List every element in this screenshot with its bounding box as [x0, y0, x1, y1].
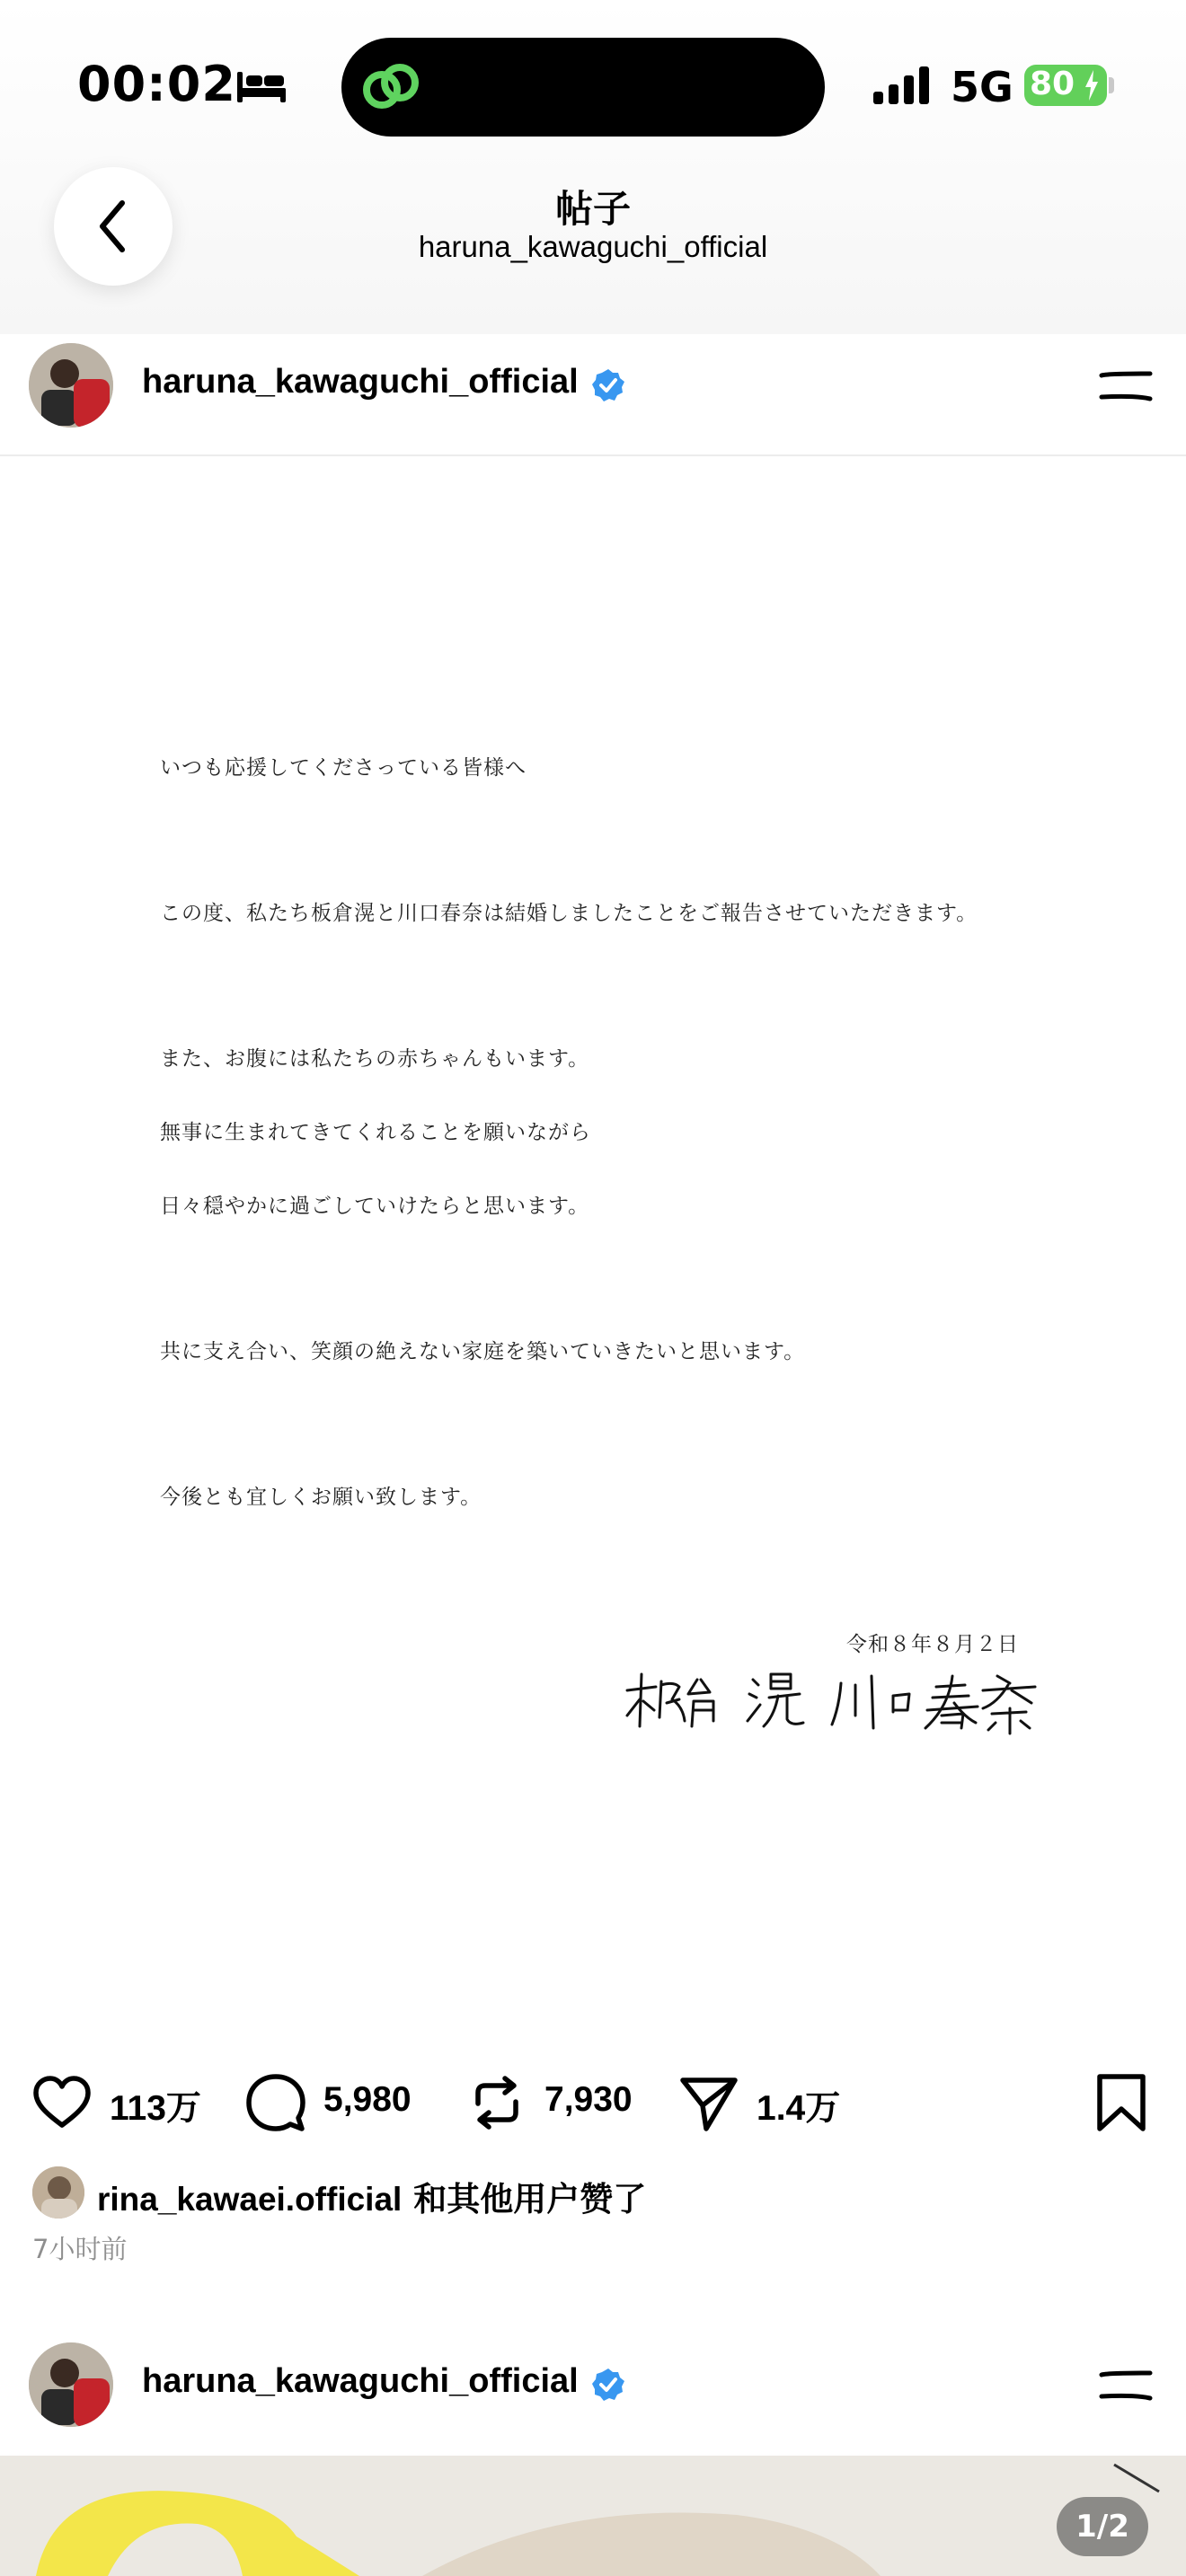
- bed-icon: [235, 68, 288, 104]
- letter-line: この度、私たち板倉滉と川口春奈は結婚しましたことをご報告させていただきます。: [160, 902, 978, 925]
- battery-indicator: [1024, 65, 1107, 106]
- bookmark-icon[interactable]: [1094, 2073, 1148, 2132]
- status-time: 00:02: [77, 56, 236, 112]
- letter-line: 無事に生まれてきてくれることを願いながら: [160, 1121, 591, 1144]
- letter-date: 令和８年８月２日: [846, 1633, 1019, 1656]
- liked-by-text[interactable]: [97, 2172, 646, 2220]
- liker-username[interactable]: rina_kawaei.official: [97, 2181, 403, 2218]
- share-count: 1.4万: [757, 2089, 841, 2128]
- menu-icon[interactable]: [1098, 368, 1154, 404]
- post-username[interactable]: haruna_kawaguchi_official: [142, 2362, 579, 2400]
- avatar[interactable]: [29, 2342, 113, 2427]
- page-subtitle: haruna_kawaguchi_official: [418, 230, 768, 263]
- battery-cap: [1109, 77, 1114, 93]
- repost-icon[interactable]: [467, 2073, 527, 2132]
- letter-line: 日々穏やかに過ごしていけたらと思います。: [160, 1195, 590, 1218]
- next-post-header: [0, 2326, 1186, 2443]
- post-image-letter[interactable]: [0, 456, 1186, 2037]
- link-chain-icon: [358, 56, 424, 119]
- handwritten-signature: [620, 1663, 1051, 1735]
- post-username[interactable]: haruna_kawaguchi_official: [142, 363, 579, 401]
- letter-line: 共に支え合い、笑顔の絶えない家庭を築いていきたいと思います。: [160, 1340, 806, 1363]
- heart-icon[interactable]: [32, 2073, 92, 2132]
- like-count: 113万: [110, 2089, 201, 2128]
- comment-icon[interactable]: [246, 2073, 305, 2132]
- comment-count: 5,980: [323, 2080, 412, 2119]
- avatar[interactable]: [29, 343, 113, 428]
- next-post-image-graphic: [0, 2456, 1186, 2576]
- network-label: 5G: [951, 63, 1013, 111]
- battery-percent: 80: [1030, 66, 1075, 102]
- page-title: 帖子: [554, 187, 631, 231]
- next-post-image[interactable]: [0, 2456, 1186, 2576]
- post-header: [0, 327, 1186, 444]
- charging-bolt-icon: [1084, 70, 1100, 101]
- liked-by-suffix: 和其他用户赞了: [413, 2180, 647, 2219]
- letter-line: 今後とも宜しくお願い致します。: [160, 1486, 482, 1509]
- action-bar: [0, 2066, 1186, 2138]
- menu-icon[interactable]: [1098, 2368, 1154, 2404]
- image-pager: 1/2: [1057, 2497, 1148, 2556]
- verified-badge-icon: [591, 368, 625, 402]
- letter-line: また、お腹には私たちの赤ちゃんもいます。: [160, 1047, 590, 1071]
- share-icon[interactable]: [679, 2073, 739, 2132]
- signal-icon: [872, 65, 934, 106]
- verified-badge-icon: [591, 2368, 625, 2402]
- post-timestamp: 7小时前: [32, 2234, 128, 2264]
- repost-count: 7,930: [544, 2080, 633, 2119]
- liker-avatar[interactable]: [32, 2166, 84, 2219]
- letter-line: いつも応援してくださっている皆様へ: [160, 756, 527, 780]
